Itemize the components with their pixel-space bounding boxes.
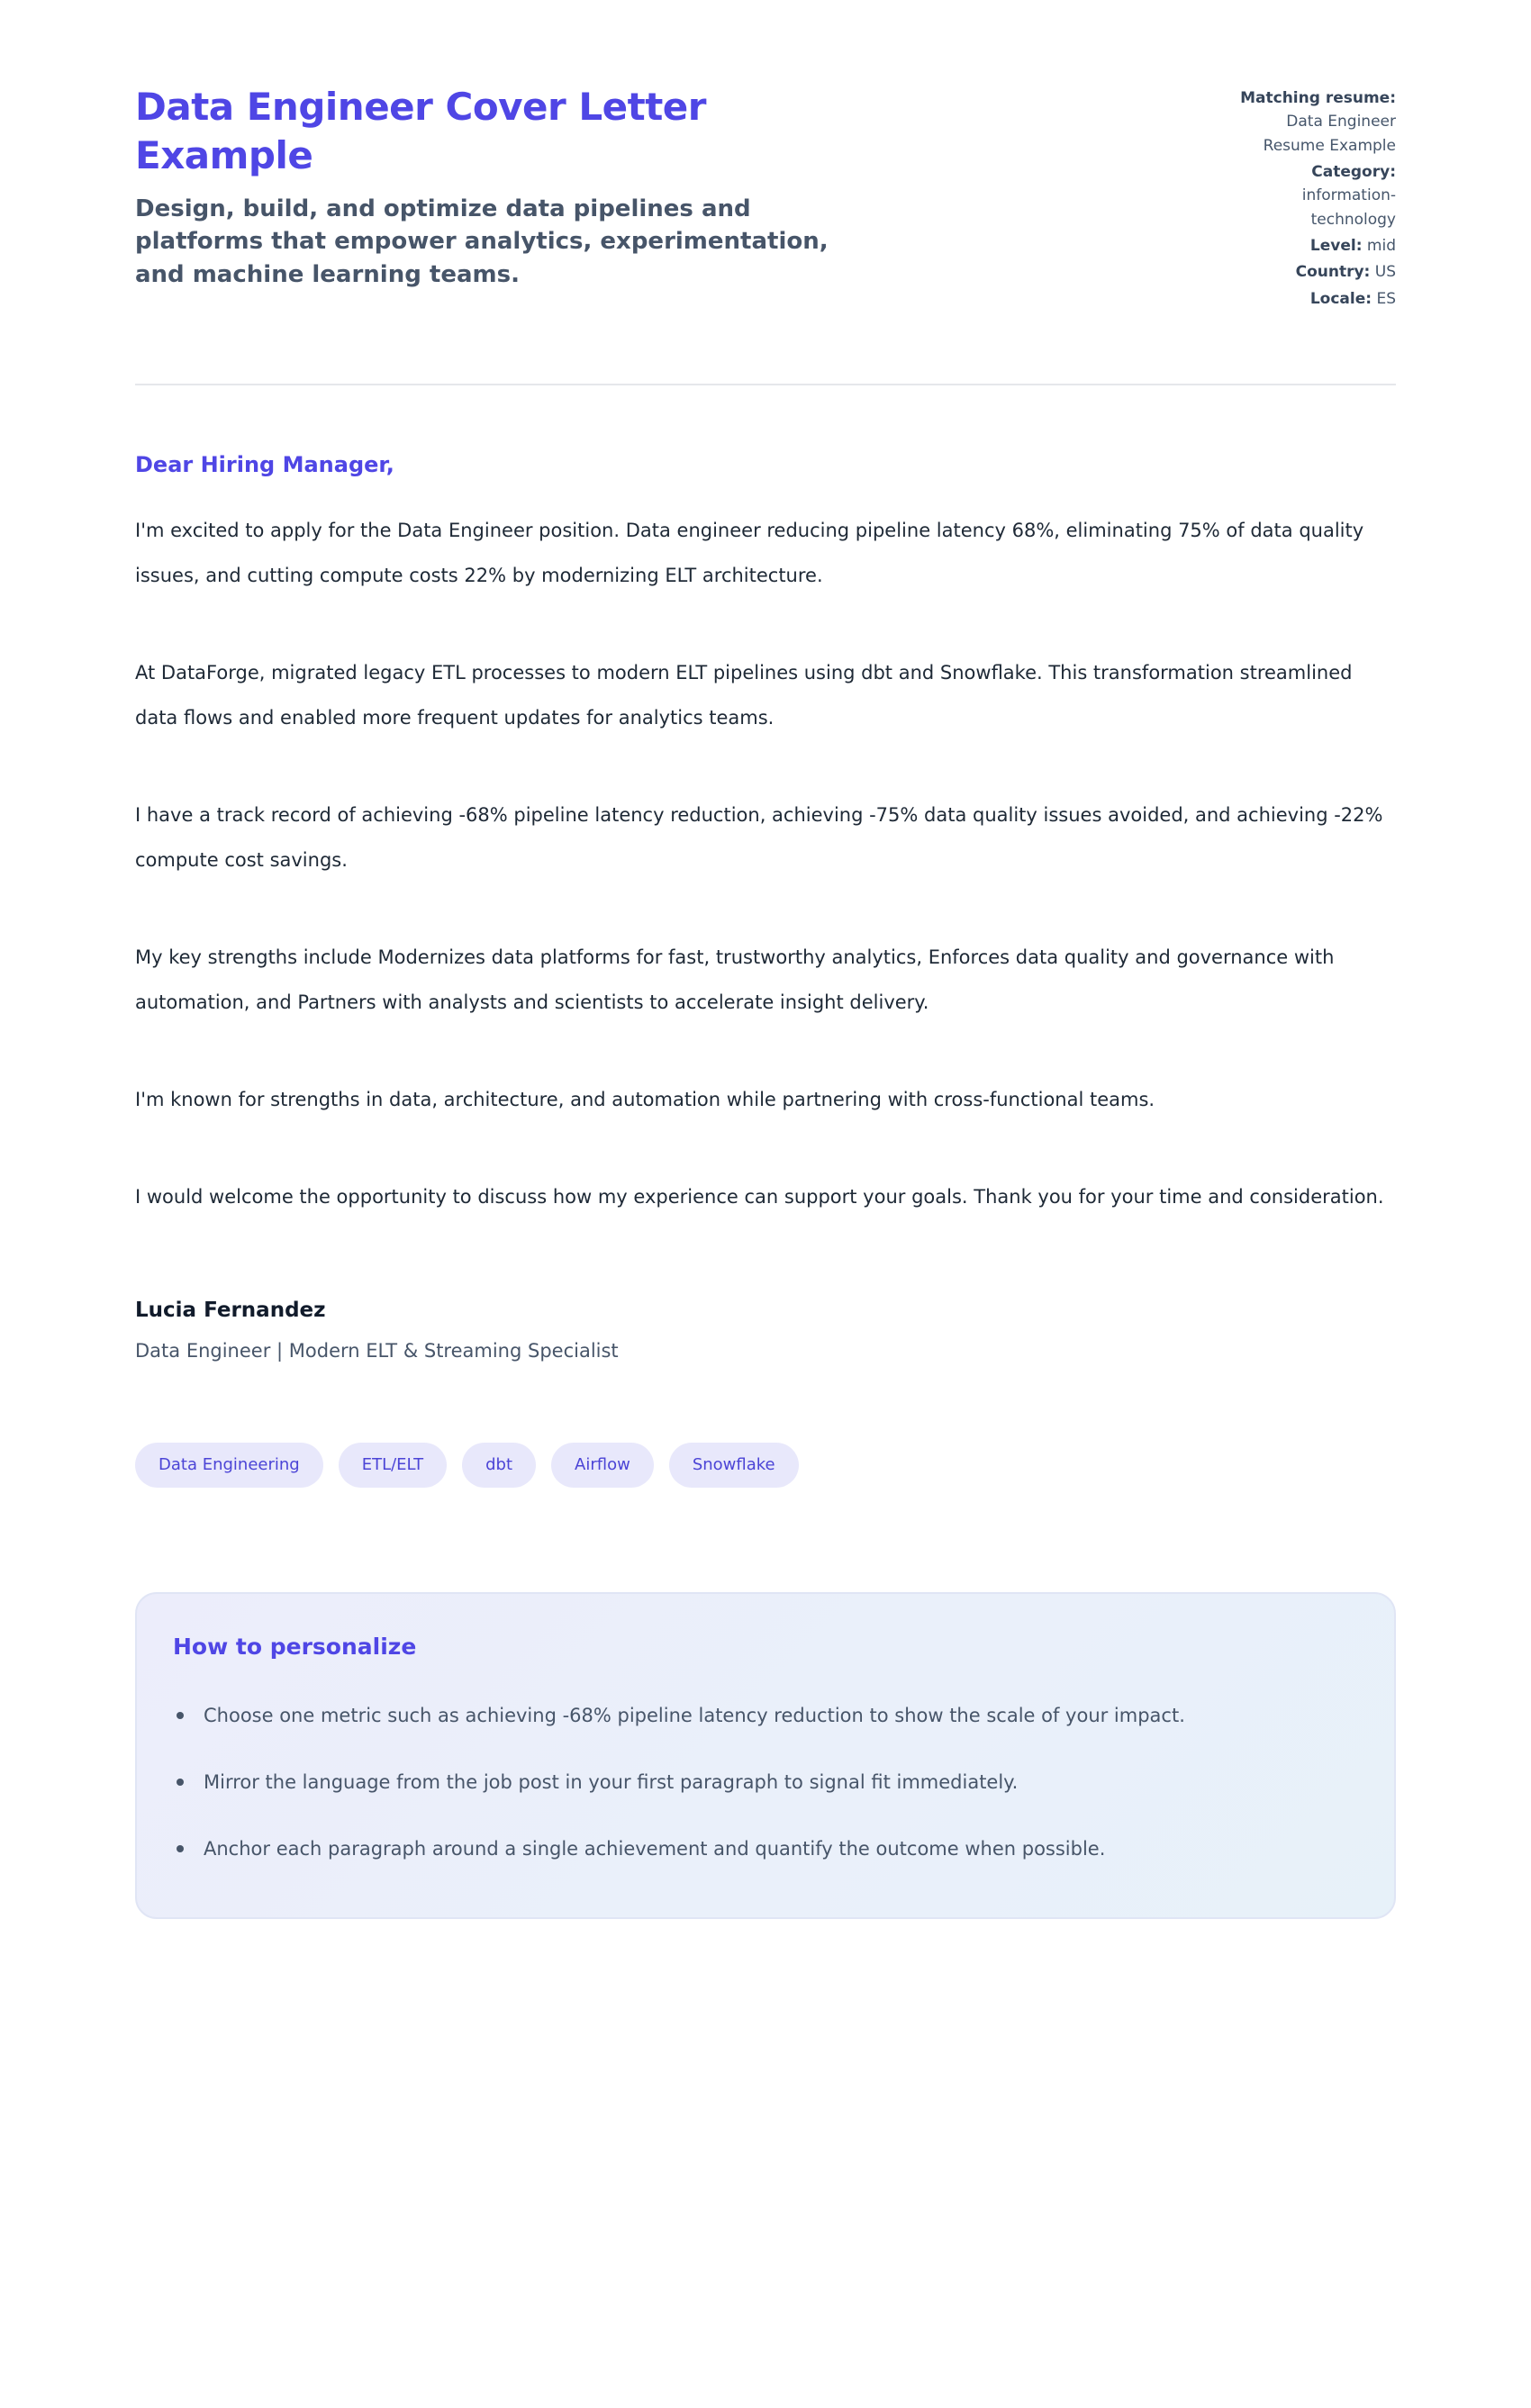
tag-etl-elt[interactable]: ETL/ELT bbox=[339, 1443, 447, 1488]
letter-body bbox=[135, 508, 1396, 1219]
meta-matching-resume-value: Data Engineer Resume Example bbox=[1263, 113, 1396, 155]
tip-item: Mirror the language from the job post in your first paragraph to signal fit immediately. bbox=[173, 1761, 1299, 1804]
letter-paragraph: I'm excited to apply for the Data Engineer position. Data engineer reducing pipeline latency 68%, eliminating 75% of data quality issues, and cutting compute costs 22% by modernizing ELT architecture. bbox=[135, 520, 1364, 587]
signature-role: Data Engineer | Modern ELT & Streaming Specialist bbox=[135, 1340, 619, 1362]
letter-paragraph: I would welcome the opportunity to discuss how my experience can support your goals. Thank you for your time and consideration. bbox=[135, 1186, 1384, 1209]
page-header bbox=[135, 83, 1396, 313]
letter-paragraph: At DataForge, migrated legacy ETL processes to modern ELT pipelines using dbt and Snowflake. This transformation streamlined data flows and enabled more frequent updates for analytics teams. bbox=[135, 662, 1353, 729]
tip-item: Anchor each paragraph around a single achievement and quantify the outcome when possible. bbox=[173, 1827, 1299, 1870]
meta-category bbox=[1236, 160, 1396, 231]
meta-level-value: mid bbox=[1366, 237, 1396, 256]
meta-locale bbox=[1236, 287, 1396, 311]
how-to-personalize-box bbox=[135, 1592, 1396, 1919]
tip-item: Choose one metric such as achieving -68% pipeline latency reduction to show the scale of your impact. bbox=[173, 1694, 1299, 1737]
tag-airflow[interactable]: Airflow bbox=[551, 1443, 654, 1488]
signature-block bbox=[135, 1299, 1396, 1362]
meta-level bbox=[1236, 234, 1396, 258]
meta-country-value: US bbox=[1374, 263, 1396, 282]
letter-salutation: Dear Hiring Manager, bbox=[135, 452, 394, 478]
meta-matching-resume bbox=[1236, 86, 1396, 158]
meta-category-value: information-technology bbox=[1301, 186, 1396, 229]
letter-paragraph: I'm known for strengths in data, architecture, and automation while partnering with cross-functional teams. bbox=[135, 1089, 1155, 1111]
letter-paragraph: My key strengths include Modernizes data platforms for fast, trustworthy analytics, Enforces data quality and governance with automation, and Partners with analysts and scientists to accelerate insight delivery. bbox=[135, 946, 1335, 1014]
meta-country bbox=[1236, 260, 1396, 284]
header-divider bbox=[135, 384, 1396, 385]
signature-name: Lucia Fernandez bbox=[135, 1299, 326, 1323]
meta-country-label: Country: bbox=[1295, 263, 1371, 282]
tip-list bbox=[173, 1694, 1354, 1870]
tag-dbt[interactable]: dbt bbox=[462, 1443, 536, 1488]
tag-list bbox=[135, 1443, 1396, 1488]
header-title-block bbox=[135, 83, 874, 292]
resume-meta-panel bbox=[1236, 83, 1396, 313]
tip-box-title: How to personalize bbox=[173, 1634, 417, 1661]
letter-paragraph: I have a track record of achieving -68% pipeline latency reduction, achieving -75% data quality issues avoided, and achieving -22% compute cost savings. bbox=[135, 804, 1383, 872]
meta-matching-resume-label: Matching resume: bbox=[1240, 89, 1396, 107]
meta-level-label: Level: bbox=[1309, 237, 1363, 256]
meta-category-label: Category: bbox=[1311, 163, 1396, 182]
page-subtitle: Design, build, and optimize data pipelines and platforms that empower analytics, experimentation, and machine learning teams. bbox=[135, 195, 829, 289]
tag-data-engineering[interactable]: Data Engineering bbox=[135, 1443, 323, 1488]
meta-locale-label: Locale: bbox=[1309, 289, 1372, 308]
tag-snowflake[interactable]: Snowflake bbox=[669, 1443, 799, 1488]
page-title: Data Engineer Cover Letter Example bbox=[135, 85, 706, 177]
meta-locale-value: ES bbox=[1376, 289, 1396, 308]
